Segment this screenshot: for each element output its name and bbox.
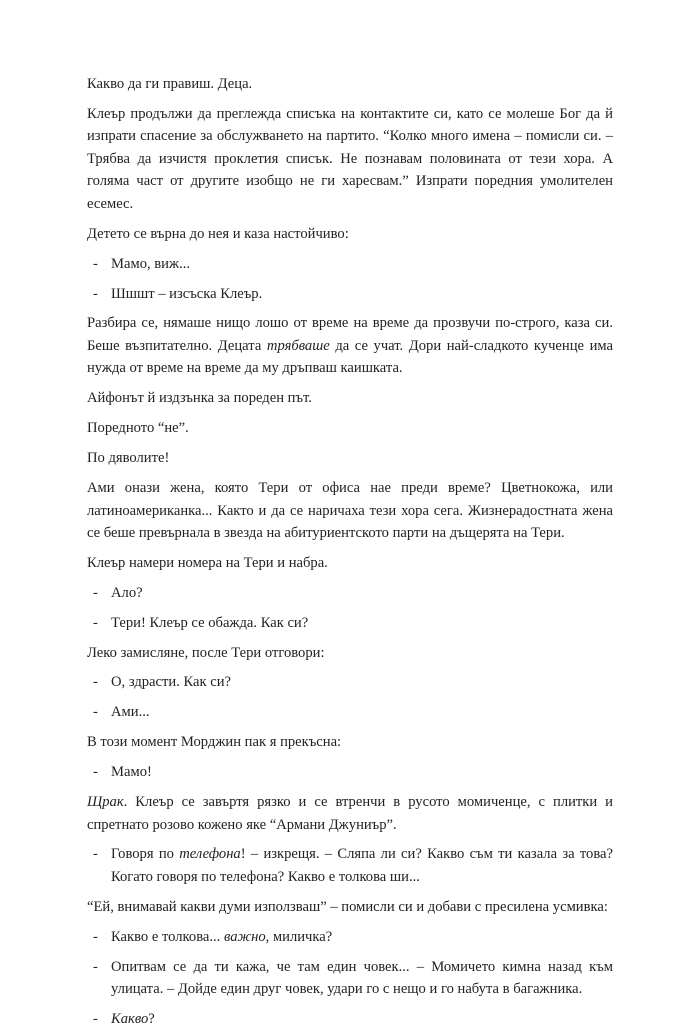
dialogue-text [111, 761, 613, 784]
text-run: Клеър намери номера на Тери и набра. [87, 554, 328, 571]
dialogue-text [111, 253, 613, 276]
text-run: Клеър продължи да преглежда списъка на контактите си, като се молеше Бог да й изпрати спасение за обслужването на партито. “Колко много имена – помисли си. – Трябва да изчистя проклетия списък. Не познавам половината от тези хора. А голяма част от другите изобщо не ги харесвам.” Изпрати поредния умолителен есемес. [87, 105, 613, 212]
dialogue-text [111, 843, 613, 888]
text-run: По дяволите! [87, 450, 170, 467]
dialogue-text [111, 582, 613, 605]
italic-text: важно [223, 928, 266, 945]
dash-marker: - [93, 704, 98, 721]
paragraph [87, 387, 613, 410]
text-run: Мамо! [111, 764, 152, 781]
text-run: Тери! Клеър се обажда. Как си? [111, 614, 309, 631]
text-run: Разбира се, нямаше нищо лошо от време на време да прозвучи по-строго, каза си. Беше възпитателно. Децата [87, 315, 613, 354]
text-run: , миличка? [265, 928, 333, 945]
text-run: Говоря по [111, 846, 180, 863]
dialogue-line [87, 253, 613, 276]
dialogue-text [111, 956, 613, 1001]
paragraph [87, 73, 613, 96]
text-run: . Клеър се завъртя рязко и се втренчи в русото момиченце, с плитки и спретнато розово кожено яке “Армани Джуниър”. [87, 794, 613, 833]
dash-marker: - [93, 764, 98, 781]
dash-marker: - [93, 674, 98, 691]
dash-marker: - [93, 285, 98, 302]
text-run: Какво е толкова... [111, 928, 224, 945]
dialogue-line [87, 612, 613, 635]
paragraph [87, 731, 613, 754]
text-run: Детето се върна до нея и каза настойчиво: [87, 225, 349, 242]
text-run: ? [148, 1010, 155, 1027]
paragraph [87, 642, 613, 665]
dialogue-line [87, 671, 613, 694]
dialogue-line [87, 582, 613, 605]
dash-marker: - [93, 1010, 98, 1027]
dash-marker: - [93, 928, 98, 945]
italic-text: телефона [179, 846, 241, 863]
paragraph [87, 223, 613, 246]
text-run: да се учат. Дори най-сладкото кученце има нужда от време на време да му дръпваш каишката. [87, 337, 614, 377]
dialogue-line [87, 843, 613, 888]
text-run: Опитвам се да ти кажа, че там един човек... – Момичето кимна назад към улицата. – Дойде един друг човек, удари го с нещо и го набута в багажника. [111, 958, 613, 998]
text-run: Шшшт – изсъска Клеър. [111, 285, 263, 302]
paragraph [87, 896, 613, 919]
dash-marker: - [93, 255, 98, 272]
paragraph [87, 447, 613, 470]
italic-text: трябваше [266, 337, 330, 354]
dash-marker: - [93, 584, 98, 601]
dialogue-text [111, 926, 613, 949]
dash-marker: - [93, 614, 98, 631]
dash-marker: - [93, 958, 98, 975]
dialogue-line [87, 1008, 613, 1030]
text-run: “Ей, внимавай какви думи използваш” – помисли си и добави с пресилена усмивка: [87, 898, 608, 915]
paragraph [87, 791, 613, 836]
dialogue-text [111, 612, 613, 635]
paragraph [87, 552, 613, 575]
paragraph [87, 477, 613, 545]
italic-text: Щрак [87, 794, 124, 811]
dialogue-line [87, 956, 613, 1001]
dialogue-text [111, 671, 613, 694]
text-run: Леко замисляне, после Тери отговори: [87, 644, 325, 661]
dialogue-line [87, 701, 613, 724]
paragraph [87, 103, 613, 216]
text-run: Поредното “не”. [87, 420, 189, 437]
paragraph [87, 312, 613, 380]
dash-marker: - [93, 846, 98, 863]
text-run: Ами онази жена, която Тери от офиса нае преди време? Цветнокожа, или латиноамериканка... Както и да се наричаха тези хора сега. Жизнерадостната жена се беше превърнала в звезда на абитуриентското парти на дъщерята на Тери. [87, 480, 613, 542]
text-run: О, здрасти. Как си? [111, 674, 232, 691]
italic-text: Какво [111, 1010, 149, 1027]
dialogue-line [87, 926, 613, 949]
text-run: В този момент Морджин пак я прекъсна: [87, 734, 342, 751]
text-run: Айфонът й издзънка за пореден път. [87, 390, 312, 407]
paragraph [87, 417, 613, 440]
text-run: Ами... [111, 704, 150, 721]
text-run: Ало? [111, 584, 143, 601]
dialogue-line [87, 761, 613, 784]
dialogue-text [111, 701, 613, 724]
dialogue-text [111, 283, 613, 306]
text-run: Какво да ги правиш. Деца. [87, 76, 253, 92]
dialogue-line [87, 283, 613, 306]
text-run: ! – изкрещя. – Сляпа ли си? Какво съм ти казала за това? Когато говоря по телефона? Какво е толкова ши... [111, 846, 613, 885]
document-body [87, 73, 613, 1030]
text-run: Мамо, виж... [111, 255, 191, 272]
dialogue-text [111, 1008, 613, 1030]
